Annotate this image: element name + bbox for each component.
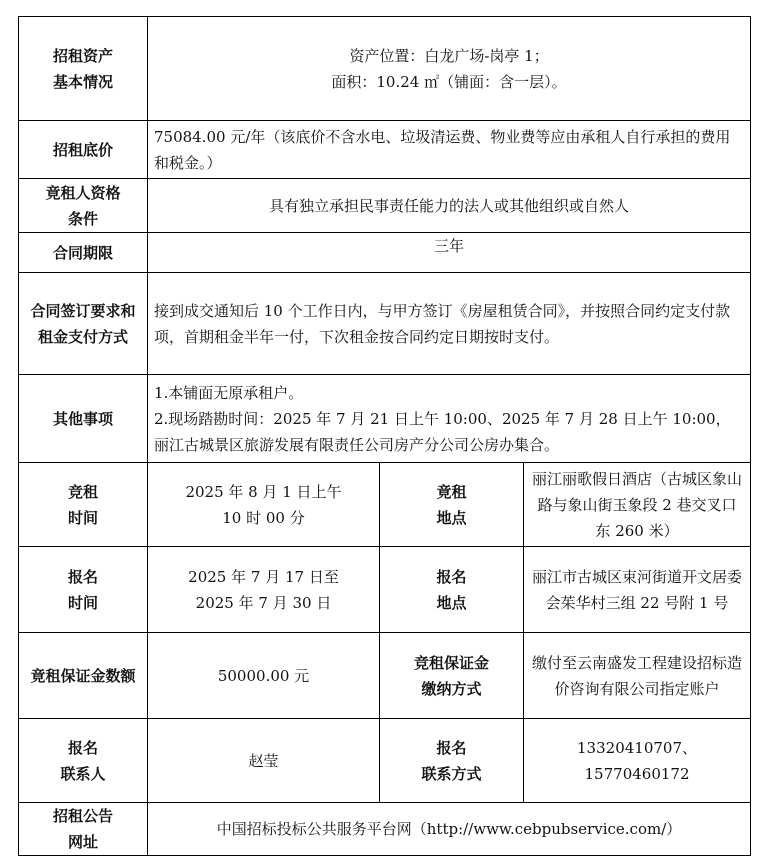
row-contract-term xyxy=(19,233,751,273)
contract-term-label: 合同期限 xyxy=(19,233,148,273)
signing-value: 接到成交通知后 10 个工作日内，与甲方签订《房屋租赁合同》，并按照合同约定支付款项，首期租金半年一付，下次租金按合同约定日期按时支付。 xyxy=(148,273,751,375)
row-deposit xyxy=(19,633,751,719)
bid-time-label: 竞租 时间 xyxy=(19,463,148,547)
row-website xyxy=(19,803,751,856)
contract-term-value: 三年 xyxy=(148,233,751,273)
contact-method-label: 报名 联系方式 xyxy=(380,719,524,803)
other-value: 1.本铺面无原承租户。 2.现场踏勘时间：2025 年 7 月 21 日上午 10:00、2025 年 7 月 28 日上午 10:00，丽江古城景区旅游发展有限责任公司房产分公司公房办集合。 xyxy=(148,375,751,463)
row-bid xyxy=(19,463,751,547)
row-registration xyxy=(19,547,751,633)
reg-place-label: 报名 地点 xyxy=(380,547,524,633)
contact-person-label: 报名 联系人 xyxy=(19,719,148,803)
qualification-label: 竟租人资格 条件 xyxy=(19,179,148,233)
row-contact xyxy=(19,719,751,803)
bid-place-label: 竟租 地点 xyxy=(380,463,524,547)
bid-time-value: 2025 年 8 月 1 日上午 10 时 00 分 xyxy=(148,463,380,547)
row-other xyxy=(19,375,751,463)
lease-notice-table xyxy=(18,16,751,856)
bid-place-value: 丽江丽歌假日酒店（古城区象山路与象山街玉象段 2 巷交叉口东 260 米） xyxy=(524,463,751,547)
reg-place-value: 丽江市古城区束河街道开文居委会茱华村三组 22 号附 1 号 xyxy=(524,547,751,633)
deposit-method-value: 缴付至云南盛发工程建设招标造价咨询有限公司指定账户 xyxy=(524,633,751,719)
row-signing xyxy=(19,273,751,375)
deposit-amount-label: 竟租保证金数额 xyxy=(19,633,148,719)
row-qualification xyxy=(19,179,751,233)
reg-time-label: 报名 时间 xyxy=(19,547,148,633)
row-asset-info xyxy=(19,17,751,121)
contact-person-value: 赵莹 xyxy=(148,719,380,803)
base-price-label: 招租底价 xyxy=(19,121,148,179)
reg-time-value: 2025 年 7 月 17 日至 2025 年 7 月 30 日 xyxy=(148,547,380,633)
asset-info-value: 资产位置：白龙广场-岗亭 1； 面积：10.24 ㎡（铺面：含一层）。 xyxy=(148,17,751,121)
asset-info-label: 招租资产 基本情况 xyxy=(19,17,148,121)
deposit-amount-value: 50000.00 元 xyxy=(148,633,380,719)
other-label: 其他事项 xyxy=(19,375,148,463)
website-value: 中国招标投标公共服务平台网（http://www.cebpubservice.com/） xyxy=(148,803,751,856)
signing-label: 合同签订要求和 租金支付方式 xyxy=(19,273,148,375)
website-label: 招租公告 网址 xyxy=(19,803,148,856)
row-base-price xyxy=(19,121,751,179)
qualification-value: 具有独立承担民事责任能力的法人或其他组织或自然人 xyxy=(148,179,751,233)
contact-method-value: 13320410707、 15770460172 xyxy=(524,719,751,803)
base-price-value: 75084.00 元/年（该底价不含水电、垃圾清运费、物业费等应由承租人自行承担的费用和税金。） xyxy=(148,121,751,179)
deposit-method-label: 竞租保证金 缴纳方式 xyxy=(380,633,524,719)
